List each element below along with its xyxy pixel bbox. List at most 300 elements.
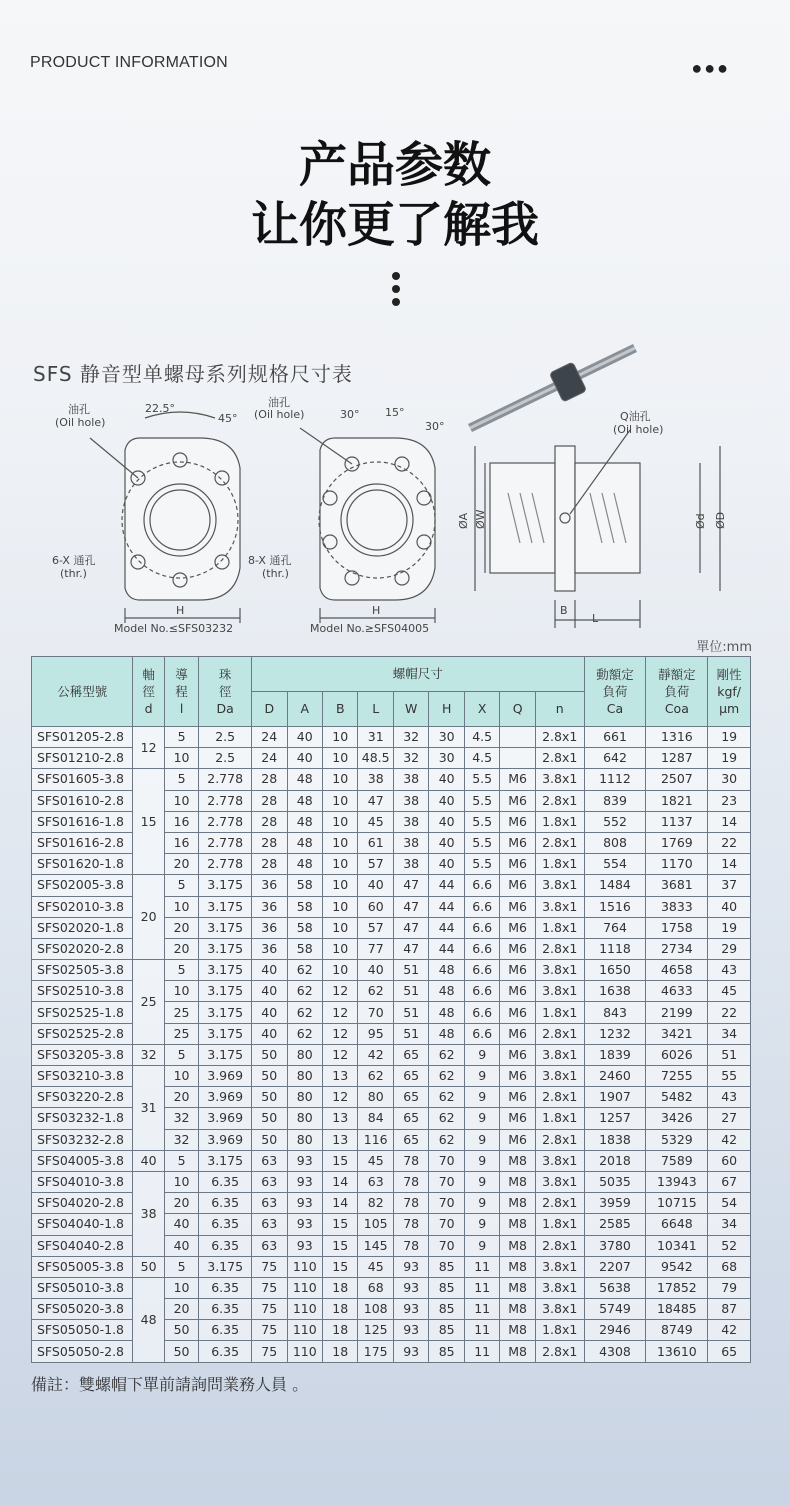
cell-D: 50 (252, 1044, 287, 1065)
cell-n: 1.8x1 (535, 1002, 584, 1023)
cell-Q: M8 (500, 1193, 535, 1214)
cell-k: 79 (708, 1277, 751, 1298)
cell-B: 15 (322, 1150, 357, 1171)
cell-L: 38 (358, 769, 393, 790)
cell-ca: 1516 (584, 896, 646, 917)
cell-W: 93 (393, 1341, 428, 1362)
cell-k: 67 (708, 1171, 751, 1192)
cell-k: 23 (708, 790, 751, 811)
cell-l: 5 (164, 1044, 198, 1065)
cell-W: 38 (393, 832, 428, 853)
vertical-dots-icon (392, 272, 402, 311)
cell-A: 58 (287, 917, 322, 938)
cell-da: 3.175 (199, 1044, 252, 1065)
cell-Q: M6 (500, 1066, 535, 1087)
cell-W: 38 (393, 790, 428, 811)
spec-table (31, 656, 751, 1363)
cell-A: 48 (287, 790, 322, 811)
cell-model: SFS04010-3.8 (32, 1171, 133, 1192)
cell-H: 44 (429, 896, 464, 917)
cell-A: 80 (287, 1066, 322, 1087)
cell-model: SFS02010-3.8 (32, 896, 133, 917)
cell-ca: 5638 (584, 1277, 646, 1298)
cell-H: 40 (429, 769, 464, 790)
table-row (32, 1256, 751, 1277)
cell-coa: 7255 (646, 1066, 708, 1087)
cell-l: 10 (164, 1277, 198, 1298)
oil-hole-label-1: 油孔 (68, 403, 90, 416)
dim-d-small-label: Ød (694, 513, 707, 529)
cell-Q: M8 (500, 1277, 535, 1298)
cell-n: 2.8x1 (535, 1129, 584, 1150)
cell-coa: 1316 (646, 727, 708, 748)
cell-B: 14 (322, 1171, 357, 1192)
cell-ca: 1257 (584, 1108, 646, 1129)
cell-D: 63 (252, 1150, 287, 1171)
cell-k: 42 (708, 1129, 751, 1150)
cell-coa: 10341 (646, 1235, 708, 1256)
cell-B: 10 (322, 769, 357, 790)
cell-da: 6.35 (199, 1299, 252, 1320)
cell-D: 50 (252, 1129, 287, 1150)
cell-W: 65 (393, 1087, 428, 1108)
cell-D: 40 (252, 1002, 287, 1023)
cell-coa: 1758 (646, 917, 708, 938)
table-row (32, 769, 751, 790)
cell-A: 93 (287, 1214, 322, 1235)
cell-coa: 10715 (646, 1193, 708, 1214)
cell-model: SFS03232-2.8 (32, 1129, 133, 1150)
more-horizontal-icon[interactable]: ●●● (691, 58, 730, 78)
cell-L: 63 (358, 1171, 393, 1192)
cell-ca: 5035 (584, 1171, 646, 1192)
cell-H: 48 (429, 960, 464, 981)
cell-l: 5 (164, 727, 198, 748)
cell-L: 77 (358, 938, 393, 959)
cell-W: 38 (393, 811, 428, 832)
cell-H: 44 (429, 917, 464, 938)
cell-k: 68 (708, 1256, 751, 1277)
cell-B: 15 (322, 1235, 357, 1256)
col-nut-1: A (287, 692, 322, 727)
col-nut-2: B (322, 692, 357, 727)
cell-H: 48 (429, 981, 464, 1002)
cell-coa: 7589 (646, 1150, 708, 1171)
cell-D: 24 (252, 748, 287, 769)
cell-B: 18 (322, 1277, 357, 1298)
cell-H: 40 (429, 854, 464, 875)
cell-Q: M6 (500, 1044, 535, 1065)
cell-l: 20 (164, 917, 198, 938)
cell-H: 62 (429, 1108, 464, 1129)
cell-n: 3.8x1 (535, 1066, 584, 1087)
cell-X: 5.5 (464, 790, 499, 811)
unit-label: 單位:mm (696, 640, 752, 655)
cell-ca: 1112 (584, 769, 646, 790)
cell-L: 40 (358, 875, 393, 896)
cell-Q: M8 (500, 1214, 535, 1235)
cell-ca: 839 (584, 790, 646, 811)
cell-l: 10 (164, 1171, 198, 1192)
cell-da: 3.969 (199, 1129, 252, 1150)
cell-coa: 4633 (646, 981, 708, 1002)
cell-Q: M6 (500, 896, 535, 917)
cell-A: 80 (287, 1044, 322, 1065)
cell-L: 105 (358, 1214, 393, 1235)
cell-L: 116 (358, 1129, 393, 1150)
cell-k: 43 (708, 960, 751, 981)
cell-W: 78 (393, 1150, 428, 1171)
cell-l: 5 (164, 960, 198, 981)
cell-shaft-diameter: 15 (133, 769, 164, 875)
cell-A: 58 (287, 875, 322, 896)
cell-W: 51 (393, 960, 428, 981)
cell-shaft-diameter: 38 (133, 1171, 164, 1256)
cell-Q (500, 748, 535, 769)
cell-D: 75 (252, 1277, 287, 1298)
cell-k: 51 (708, 1044, 751, 1065)
cell-B: 10 (322, 727, 357, 748)
cell-l: 20 (164, 938, 198, 959)
cell-n: 2.8x1 (535, 790, 584, 811)
cell-l: 40 (164, 1235, 198, 1256)
cell-D: 75 (252, 1256, 287, 1277)
cell-W: 65 (393, 1066, 428, 1087)
cell-L: 82 (358, 1193, 393, 1214)
cell-H: 85 (429, 1320, 464, 1341)
cell-k: 19 (708, 727, 751, 748)
cell-H: 70 (429, 1193, 464, 1214)
cell-H: 85 (429, 1256, 464, 1277)
cell-L: 80 (358, 1087, 393, 1108)
cell-B: 18 (322, 1320, 357, 1341)
cell-Q: M8 (500, 1171, 535, 1192)
cell-n: 3.8x1 (535, 1150, 584, 1171)
cell-Q: M6 (500, 938, 535, 959)
table-row (32, 875, 751, 896)
cell-shaft-diameter: 12 (133, 727, 164, 769)
cell-n: 1.8x1 (535, 854, 584, 875)
cell-ca: 2460 (584, 1066, 646, 1087)
cell-D: 50 (252, 1066, 287, 1087)
cell-n: 2.8x1 (535, 748, 584, 769)
cell-ca: 808 (584, 832, 646, 853)
model-range-label-2: Model No.≥SFS04005 (310, 622, 430, 635)
table-row (32, 1150, 751, 1171)
cell-model: SFS04020-2.8 (32, 1193, 133, 1214)
cell-Q: M6 (500, 854, 535, 875)
cell-A: 93 (287, 1193, 322, 1214)
cell-B: 12 (322, 1087, 357, 1108)
cell-model: SFS05050-2.8 (32, 1341, 133, 1362)
cell-B: 10 (322, 896, 357, 917)
cell-coa: 13610 (646, 1341, 708, 1362)
cell-ca: 2946 (584, 1320, 646, 1341)
cell-Q: M6 (500, 1129, 535, 1150)
cell-X: 6.6 (464, 1023, 499, 1044)
cell-da: 2.778 (199, 854, 252, 875)
cell-A: 80 (287, 1108, 322, 1129)
cell-W: 38 (393, 854, 428, 875)
cell-ca: 1484 (584, 875, 646, 896)
cell-da: 2.778 (199, 769, 252, 790)
cell-model: SFS03232-1.8 (32, 1108, 133, 1129)
cell-shaft-diameter: 40 (133, 1150, 164, 1171)
cell-k: 60 (708, 1150, 751, 1171)
cell-A: 110 (287, 1277, 322, 1298)
cell-H: 62 (429, 1044, 464, 1065)
cell-L: 45 (358, 1150, 393, 1171)
dim-a-label: ØA (457, 512, 470, 529)
cell-coa: 3833 (646, 896, 708, 917)
cell-model: SFS01210-2.8 (32, 748, 133, 769)
cell-D: 28 (252, 832, 287, 853)
cell-H: 40 (429, 832, 464, 853)
title-line-2: 让你更了解我 (250, 197, 539, 253)
cell-k: 14 (708, 811, 751, 832)
cell-k: 27 (708, 1108, 751, 1129)
cell-H: 85 (429, 1341, 464, 1362)
cell-A: 62 (287, 1002, 322, 1023)
cell-Q: M6 (500, 832, 535, 853)
angle-label-b: 45° (218, 412, 238, 425)
cell-Q: M6 (500, 875, 535, 896)
cell-A: 93 (287, 1235, 322, 1256)
cell-n: 3.8x1 (535, 769, 584, 790)
cell-X: 5.5 (464, 769, 499, 790)
cell-D: 36 (252, 938, 287, 959)
table-row (32, 1044, 751, 1065)
cell-n: 1.8x1 (535, 1214, 584, 1235)
cell-coa: 9542 (646, 1256, 708, 1277)
cell-da: 3.969 (199, 1087, 252, 1108)
cell-B: 10 (322, 917, 357, 938)
cell-n: 2.8x1 (535, 1193, 584, 1214)
col-nut-0: D (252, 692, 287, 727)
cell-model: SFS02020-2.8 (32, 938, 133, 959)
cell-L: 125 (358, 1320, 393, 1341)
cell-A: 80 (287, 1087, 322, 1108)
cell-X: 6.6 (464, 1002, 499, 1023)
cell-k: 22 (708, 1002, 751, 1023)
cell-A: 110 (287, 1299, 322, 1320)
cell-coa: 18485 (646, 1299, 708, 1320)
cell-l: 32 (164, 1108, 198, 1129)
cell-H: 85 (429, 1277, 464, 1298)
cell-da: 6.35 (199, 1171, 252, 1192)
cell-da: 3.175 (199, 917, 252, 938)
cell-A: 110 (287, 1341, 322, 1362)
cell-L: 62 (358, 981, 393, 1002)
cell-H: 62 (429, 1066, 464, 1087)
cell-X: 9 (464, 1193, 499, 1214)
cell-l: 16 (164, 832, 198, 853)
cell-n: 2.8x1 (535, 1341, 584, 1362)
cell-L: 68 (358, 1277, 393, 1298)
cell-da: 2.778 (199, 832, 252, 853)
cell-Q: M8 (500, 1150, 535, 1171)
cell-ca: 2207 (584, 1256, 646, 1277)
cell-W: 65 (393, 1129, 428, 1150)
cell-A: 48 (287, 811, 322, 832)
cell-A: 80 (287, 1129, 322, 1150)
cell-Q: M6 (500, 1087, 535, 1108)
cell-X: 6.6 (464, 938, 499, 959)
cell-B: 13 (322, 1129, 357, 1150)
cell-W: 78 (393, 1171, 428, 1192)
cell-da: 2.5 (199, 727, 252, 748)
cell-ca: 764 (584, 917, 646, 938)
cell-model: SFS01610-2.8 (32, 790, 133, 811)
cell-shaft-diameter: 20 (133, 875, 164, 960)
cell-W: 32 (393, 727, 428, 748)
cell-l: 20 (164, 1087, 198, 1108)
cell-coa: 13943 (646, 1171, 708, 1192)
cell-H: 40 (429, 811, 464, 832)
cell-model: SFS02005-3.8 (32, 875, 133, 896)
cell-da: 3.175 (199, 938, 252, 959)
cell-model: SFS05010-3.8 (32, 1277, 133, 1298)
oil-hole-label-2: 油孔 (268, 396, 290, 409)
cell-H: 44 (429, 938, 464, 959)
cell-D: 50 (252, 1087, 287, 1108)
cell-X: 9 (464, 1214, 499, 1235)
cell-H: 70 (429, 1171, 464, 1192)
cell-model: SFS05050-1.8 (32, 1320, 133, 1341)
cell-D: 75 (252, 1341, 287, 1362)
cell-W: 93 (393, 1277, 428, 1298)
cell-model: SFS05020-3.8 (32, 1299, 133, 1320)
cell-l: 25 (164, 1023, 198, 1044)
cell-A: 48 (287, 769, 322, 790)
cell-B: 10 (322, 790, 357, 811)
cell-n: 2.8x1 (535, 1023, 584, 1044)
cell-shaft-diameter: 50 (133, 1256, 164, 1277)
cell-Q: M6 (500, 981, 535, 1002)
cell-model: SFS01605-3.8 (32, 769, 133, 790)
cell-Q: M6 (500, 1108, 535, 1129)
cell-da: 3.175 (199, 875, 252, 896)
cell-X: 9 (464, 1150, 499, 1171)
table-row (32, 960, 751, 981)
cell-coa: 3681 (646, 875, 708, 896)
cell-da: 3.175 (199, 1023, 252, 1044)
cell-X: 4.5 (464, 727, 499, 748)
cell-L: 48.5 (358, 748, 393, 769)
cell-da: 6.35 (199, 1235, 252, 1256)
section-label: PRODUCT INFORMATION (30, 54, 228, 71)
cell-k: 54 (708, 1193, 751, 1214)
cell-X: 11 (464, 1277, 499, 1298)
cell-A: 62 (287, 960, 322, 981)
cell-k: 45 (708, 981, 751, 1002)
cell-da: 3.175 (199, 1256, 252, 1277)
cell-coa: 5482 (646, 1087, 708, 1108)
cell-Q: M8 (500, 1256, 535, 1277)
cell-ca: 2018 (584, 1150, 646, 1171)
cell-shaft-diameter: 32 (133, 1044, 164, 1065)
cell-X: 6.6 (464, 981, 499, 1002)
flange-drawing-large (300, 428, 435, 623)
cell-W: 51 (393, 981, 428, 1002)
cell-ca: 1838 (584, 1129, 646, 1150)
cell-D: 75 (252, 1320, 287, 1341)
cell-shaft-diameter: 31 (133, 1066, 164, 1151)
cell-D: 24 (252, 727, 287, 748)
col-ball: 珠 徑 Da (199, 657, 252, 727)
cell-X: 9 (464, 1066, 499, 1087)
cell-B: 10 (322, 938, 357, 959)
cell-B: 13 (322, 1108, 357, 1129)
cell-D: 28 (252, 790, 287, 811)
cell-model: SFS03210-3.8 (32, 1066, 133, 1087)
cell-W: 93 (393, 1320, 428, 1341)
col-lead: 導 程 l (164, 657, 198, 727)
cell-model: SFS01616-1.8 (32, 811, 133, 832)
cell-Q: M6 (500, 811, 535, 832)
cell-ca: 3959 (584, 1193, 646, 1214)
cell-n: 3.8x1 (535, 875, 584, 896)
col-shaft: 軸 徑 d (133, 657, 164, 727)
cell-D: 63 (252, 1214, 287, 1235)
cell-l: 32 (164, 1129, 198, 1150)
cell-k: 19 (708, 917, 751, 938)
cell-B: 10 (322, 960, 357, 981)
cell-L: 57 (358, 854, 393, 875)
cell-Q: M6 (500, 1002, 535, 1023)
cell-n: 3.8x1 (535, 1277, 584, 1298)
title-line-1: 产品参数 (298, 137, 491, 193)
cell-da: 2.778 (199, 790, 252, 811)
cell-X: 9 (464, 1171, 499, 1192)
cell-n: 1.8x1 (535, 917, 584, 938)
cell-k: 19 (708, 748, 751, 769)
cell-coa: 6026 (646, 1044, 708, 1065)
angle-label-d: 15° (385, 406, 405, 419)
cell-k: 37 (708, 875, 751, 896)
cell-D: 28 (252, 769, 287, 790)
cell-n: 3.8x1 (535, 1044, 584, 1065)
cell-L: 145 (358, 1235, 393, 1256)
cell-da: 3.969 (199, 1108, 252, 1129)
cell-l: 20 (164, 1193, 198, 1214)
angle-label-e: 30° (425, 420, 445, 433)
page-header (30, 54, 730, 78)
cell-coa: 1769 (646, 832, 708, 853)
cell-W: 78 (393, 1235, 428, 1256)
cell-da: 6.35 (199, 1277, 252, 1298)
cell-l: 10 (164, 981, 198, 1002)
cell-l: 40 (164, 1214, 198, 1235)
cell-ca: 1650 (584, 960, 646, 981)
cell-Q: M8 (500, 1299, 535, 1320)
cell-l: 5 (164, 1256, 198, 1277)
h-label-2: H (372, 604, 381, 617)
cell-X: 11 (464, 1320, 499, 1341)
cell-B: 14 (322, 1193, 357, 1214)
cell-H: 70 (429, 1150, 464, 1171)
cell-da: 6.35 (199, 1193, 252, 1214)
cell-D: 40 (252, 960, 287, 981)
cell-H: 70 (429, 1235, 464, 1256)
cell-ca: 3780 (584, 1235, 646, 1256)
cell-Q: M6 (500, 769, 535, 790)
col-nut-5: H (429, 692, 464, 727)
cell-X: 6.6 (464, 875, 499, 896)
cell-L: 175 (358, 1341, 393, 1362)
cell-B: 12 (322, 1023, 357, 1044)
cell-ca: 661 (584, 727, 646, 748)
